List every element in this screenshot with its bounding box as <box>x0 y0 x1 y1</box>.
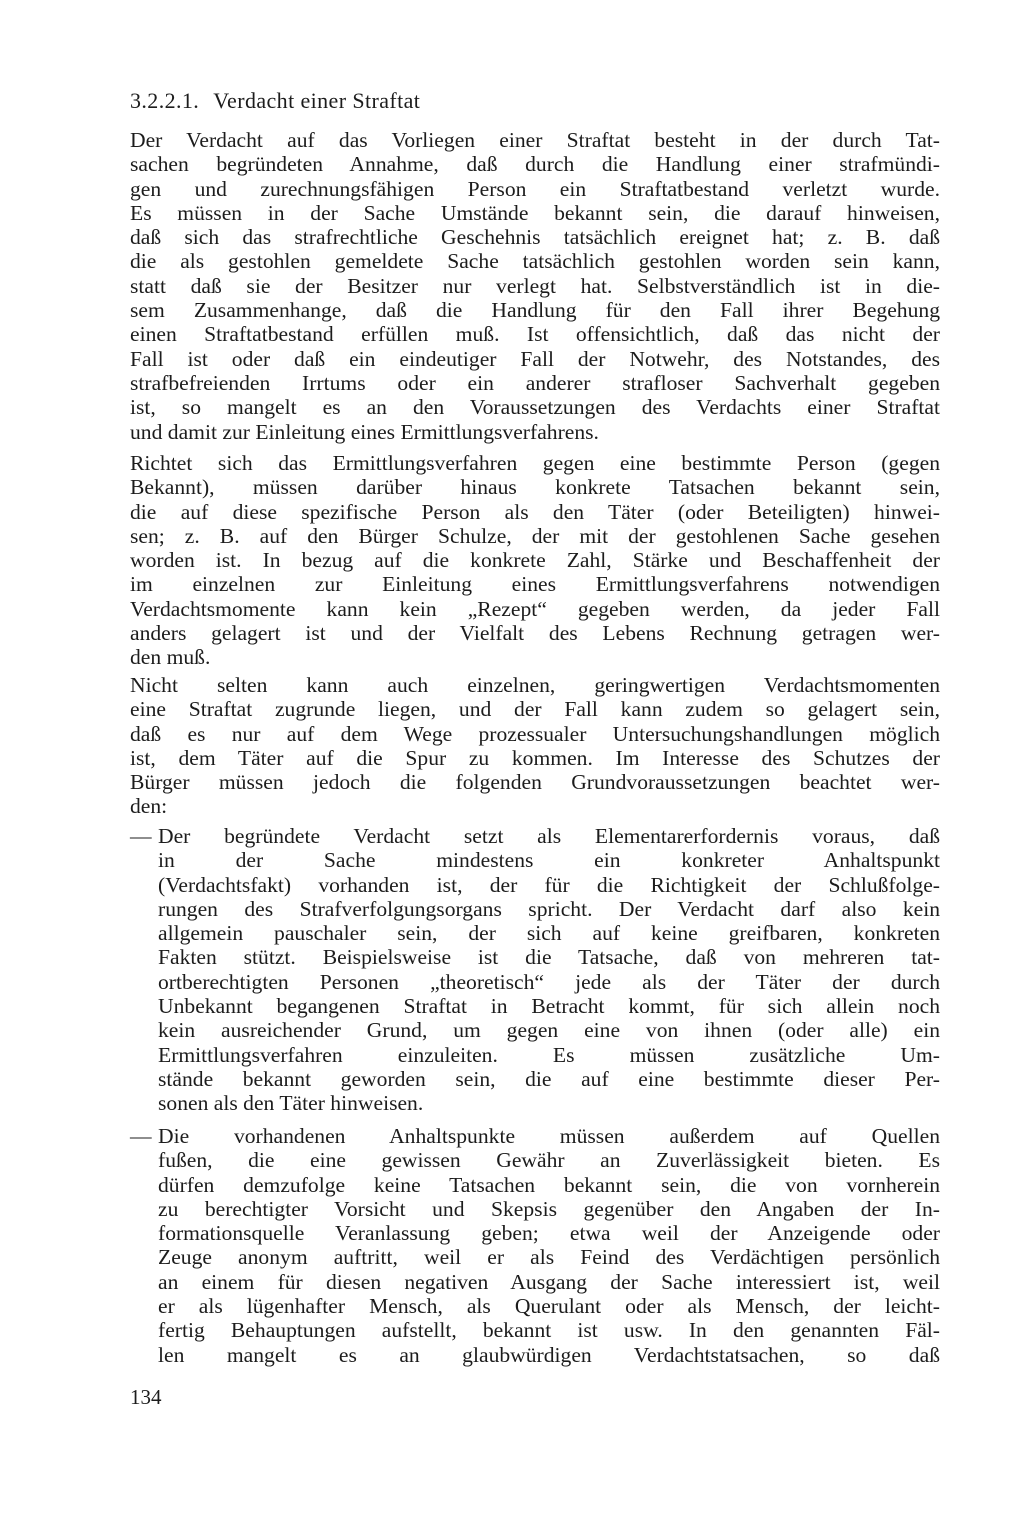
text-line: fußen, die eine gewissen Gewähr an Zuverlässigkeit bieten. Es <box>158 1148 940 1173</box>
text-line: den muß. <box>130 645 211 670</box>
text-line: in der Sache mindestens ein konkreter Anhaltspunkt <box>158 848 940 873</box>
text-line: daß sich das strafrechtliche Geschehnis tatsächlich ereignet hat; z. B. daß <box>130 225 940 250</box>
text-line: kein ausreichender Grund, um gegen eine von ihnen (oder alle) ein <box>158 1018 940 1043</box>
text-line: ist, dem Täter auf die Spur zu kommen. Im Interesse des Schutzes der <box>130 745 940 770</box>
page-number: 134 <box>130 1385 162 1409</box>
text-line: Zeuge anonym auftritt, weil er als Feind des Verdächtigen persönlich <box>158 1245 940 1270</box>
text-line: sonen als den Täter hinweisen. <box>158 1091 424 1116</box>
section-title: Verdacht einer Straftat <box>213 88 421 113</box>
text-line: eine Straftat zugrunde liegen, und der Fall kann zudem so gelagert sein, <box>130 697 940 722</box>
text-line: Fakten stützt. Beispielsweise ist die Tatsache, daß von mehreren tat- <box>158 945 940 970</box>
list-item-1 <box>130 824 940 1116</box>
paragraph-2 <box>130 451 940 670</box>
text-line: Es müssen in der Sache Umstände bekannt sein, die darauf hinweisen, <box>130 200 940 225</box>
text-line: er als lügenhafter Mensch, als Querulant oder als Mensch, der leicht- <box>158 1294 940 1319</box>
text-line: anders gelagert ist und der Vielfalt des Lebens Rechnung getragen wer- <box>130 621 940 646</box>
text-line: Fall ist oder daß ein eindeutiger Fall der Notwehr, des Notstandes, des <box>130 346 940 371</box>
text-line: im einzelnen zur Einleitung eines Ermittlungsverfahrens notwendigen <box>130 572 940 597</box>
text-line: Bekannt), müssen darüber hinaus konkrete Tatsachen bekannt sein, <box>130 475 940 500</box>
text-line: und damit zur Einleitung eines Ermittlungsverfahrens. <box>130 419 599 444</box>
text-line: strafbefreienden Irrtums oder ein anderer strafloser Sachverhalt gegeben <box>130 370 940 395</box>
text-line: fertig Behauptungen aufstellt, bekannt ist usw. In den genannten Fäl- <box>158 1318 940 1343</box>
text-line: ist, so mangelt es an den Voraussetzungen des Verdachts einer Straftat <box>130 395 940 420</box>
text-line: rungen des Strafverfolgungsorgans spricht. Der Verdacht darf also kein <box>158 896 940 921</box>
text-line: Bürger müssen jedoch die folgenden Grundvoraussetzungen beachtet wer- <box>130 770 940 795</box>
text-line: formationsquelle Veranlassung geben; etwa weil der Anzeigende oder <box>158 1221 940 1246</box>
text-line: die auf diese spezifische Person als den Täter (oder Beteiligten) hinwei- <box>130 499 940 524</box>
text-line: den: <box>130 794 168 819</box>
text-line: Unbekannt begangenen Straftat in Betracht kommt, für sich allein noch <box>158 994 940 1019</box>
text-line: Der begründete Verdacht setzt als Elementarerfordernis voraus, daß <box>158 824 940 848</box>
text-line: gen und zurechnungsfähigen Person ein Straftatbestand verletzt wurde. <box>130 176 940 201</box>
text-line: worden ist. In bezug auf die konkrete Zahl, Stärke und Beschaffenheit der <box>130 548 940 573</box>
text-line: allgemein pauschaler sein, der sich auf keine greifbaren, konkreten <box>158 921 940 946</box>
text-line: einen Straftatbestand erfüllen muß. Ist offensichtlich, daß das nicht der <box>130 322 940 347</box>
text-line: (Verdachtsfakt) vorhanden ist, der für die Richtigkeit der Schlußfolge- <box>158 872 940 897</box>
text-line: Ermittlungsverfahren einzuleiten. Es müssen zusätzliche Um- <box>158 1042 940 1067</box>
dash-bullet: — <box>130 1124 152 1148</box>
text-line: sem Zusammenhange, daß die Handlung für den Fall ihrer Begehung <box>130 298 940 323</box>
paragraph-1 <box>130 128 940 444</box>
text-line: zu berechtigter Vorsicht und Skepsis gegenüber den Angaben der In- <box>158 1196 940 1221</box>
text-line: Die vorhandenen Anhaltspunkte müssen außerdem auf Quellen <box>158 1124 940 1148</box>
text-line: len mangelt es an glaubwürdigen Verdachtstatsachen, so daß <box>158 1342 940 1367</box>
paragraph-3 <box>130 673 940 819</box>
text-line: statt daß sie der Besitzer nur verlegt hat. Selbstverständlich ist in die- <box>130 273 940 298</box>
text-line: die als gestohlen gemeldete Sache tatsächlich gestohlen worden sein kann, <box>130 249 940 274</box>
dash-bullet: — <box>130 824 152 848</box>
text-line: sachen begründeten Annahme, daß durch die Handlung einer strafmündi- <box>130 152 940 177</box>
text-line: sen; z. B. auf den Bürger Schulze, der mit der gestohlenen Sache gesehen <box>130 523 940 548</box>
text-line: Richtet sich das Ermittlungsverfahren gegen eine bestimmte Person (gegen <box>130 451 940 475</box>
text-line: daß es nur auf dem Wege prozessualer Untersuchungshandlungen möglich <box>130 721 940 746</box>
section-heading <box>130 88 420 114</box>
list-item-2 <box>130 1124 940 1367</box>
text-line: Verdachtsmomente kann kein „Rezept“ gegeben werden, da jeder Fall <box>130 596 940 621</box>
text-line: Der Verdacht auf das Vorliegen einer Straftat besteht in der durch Tat- <box>130 128 940 152</box>
text-line: an einem für diesen negativen Ausgang der Sache interessiert ist, weil <box>158 1269 940 1294</box>
text-line: ortberechtigten Personen „theoretisch“ jede als der Täter der durch <box>158 969 940 994</box>
text-line: Nicht selten kann auch einzelnen, geringwertigen Verdachtsmomenten <box>130 673 940 697</box>
section-number: 3.2.2.1. <box>130 88 200 113</box>
text-line: dürfen demzufolge keine Tatsachen bekannt sein, die von vornherein <box>158 1172 940 1197</box>
text-line: stände bekannt geworden sein, die auf eine bestimmte dieser Per- <box>158 1066 940 1091</box>
